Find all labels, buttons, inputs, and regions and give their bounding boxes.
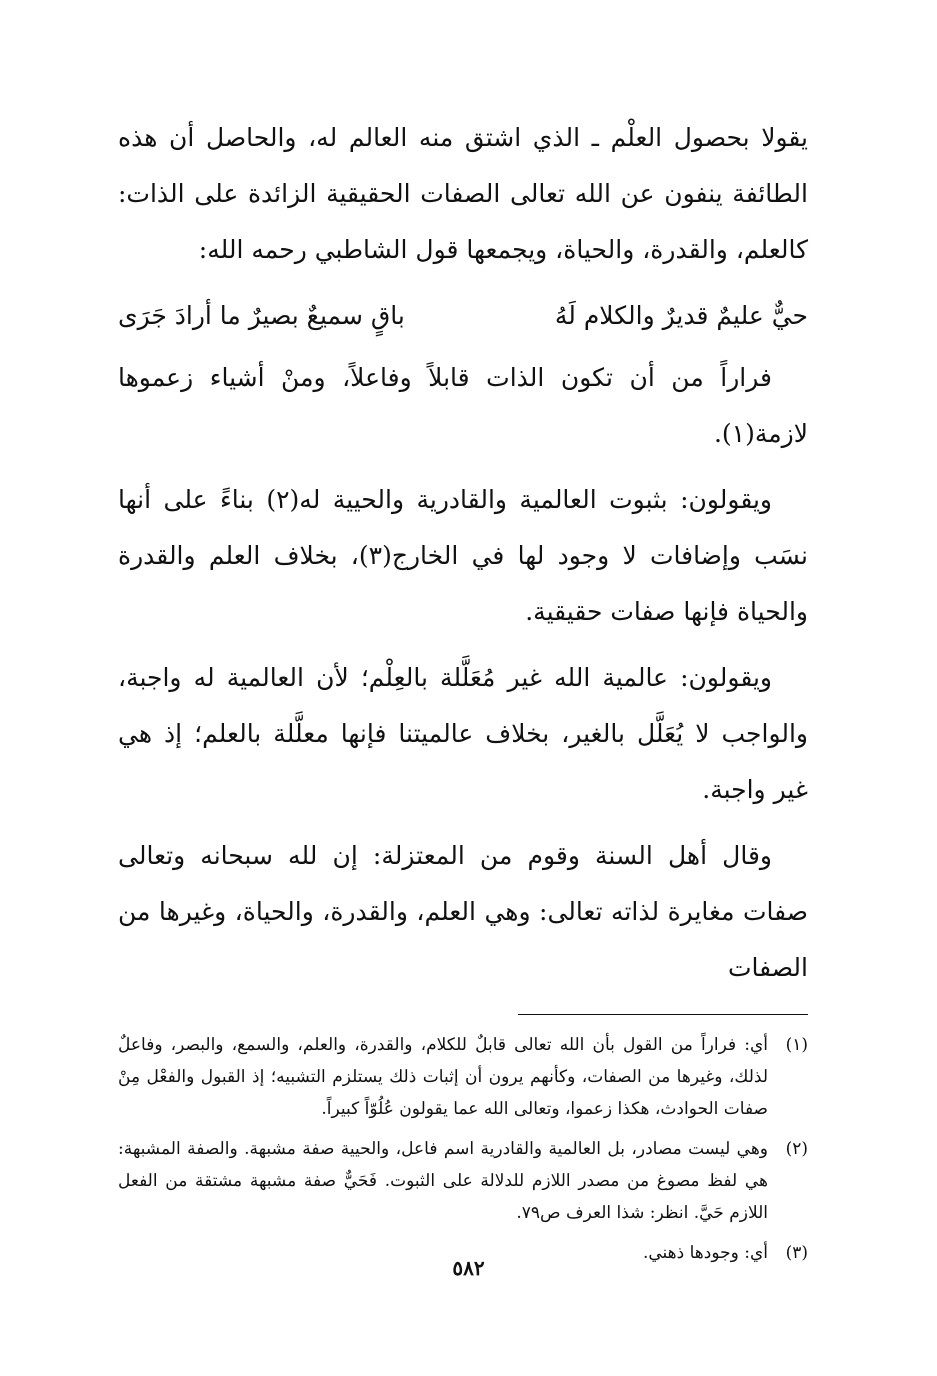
poetry-verse	[118, 288, 808, 344]
page-number: ٥٨٢	[452, 1256, 485, 1280]
footnote-number: (٣)	[785, 1243, 808, 1263]
footnote-2	[118, 1133, 808, 1229]
paragraph-1: يقولا بحصول العلْم ـ الذي اشتق منه العالم له، والحاصل أن هذه الطائفة ينفون عن الله تعالى الصفات الحقيقية الزائدة على الذات: كالعلم، والقدرة، والحياة، ويجمعها قول الشاطبي رحمه الله:	[118, 123, 808, 264]
footnote-1	[118, 1029, 808, 1125]
page-body	[118, 110, 808, 1277]
verse-second-hemistich: باقٍ سميعٌ بصيرٌ ما أرادَ جَرَى	[118, 301, 405, 330]
footnote-separator	[518, 1014, 808, 1015]
footnote-number: (٢)	[785, 1139, 808, 1159]
footnote-text: أي: فراراً من القول بأن الله تعالى قابلٌ للكلام، والقدرة، والعلم، والسمع، والبصر، وفاعلٌ لذلك، وغيرها من الصفات، وكأنهم يرون أن إثبات ذلك يستلزم التشبيه؛ إذ القبول والفعْل مِنْ صفات الحوادث، هكذا زعموا، وتعالى الله عما يقولون عُلُوّاً كبيراً.	[118, 1035, 768, 1119]
verse-first-hemistich: حيٌّ عليمٌ قديرٌ والكلام لَهُ	[554, 301, 808, 330]
paragraph-2: فراراً من أن تكون الذات قابلاً وفاعلاً، ومنْ أشياء زعموها لازمة(١).	[118, 363, 808, 448]
paragraph-3: ويقولون: بثبوت العالمية والقادرية والحيية له(٢) بناءً على أنها نسَب وإضافات لا وجود لها في الخارج(٣)، بخلاف العلم والقدرة والحياة فإنها صفات حقيقية.	[118, 485, 808, 626]
main-text	[118, 110, 808, 996]
paragraph-4: ويقولون: عالمية الله غير مُعَلَّلة بالعِلْم؛ لأن العالمية له واجبة، والواجب لا يُعَلَّل بالغير، بخلاف عالميتنا فإنها معلَّلة بالعلم؛ إذ هي غير واجبة.	[118, 663, 808, 804]
footnote-text: وهي ليست مصادر، بل العالمية والقادرية اسم فاعل، والحيية صفة مشبهة. والصفة المشبهة: هي لفظ مصوغ من مصدر اللازم للدلالة على الثبوت. فَحَيٌّ صفة مشبهة مشتقة من الفعل اللازم حَيَّ. انظر: شذا العرف ص٧٩.	[118, 1139, 768, 1223]
footnote-text: أي: وجودها ذهني.	[642, 1243, 768, 1263]
footnotes	[118, 1029, 808, 1269]
footnote-number: (١)	[785, 1035, 808, 1055]
paragraph-5: وقال أهل السنة وقوم من المعتزلة: إن لله سبحانه وتعالى صفات مغايرة لذاته تعالى: وهي العلم، والقدرة، والحياة، وغيرها من الصفات	[118, 841, 808, 982]
